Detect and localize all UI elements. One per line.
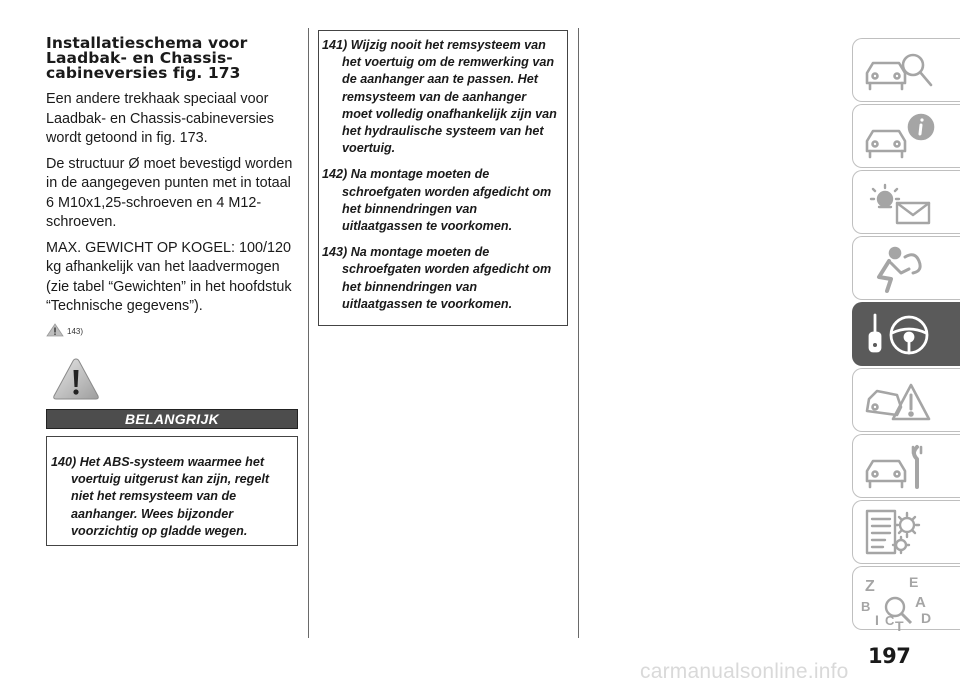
warning-lights-message-icon — [861, 177, 941, 229]
car-wrench-icon — [861, 441, 941, 493]
tab-alphabetical-index[interactable] — [852, 566, 960, 633]
seat-airbag-icon — [861, 243, 941, 295]
key-steering-wheel-icon — [861, 309, 941, 361]
warning-reference[interactable] — [46, 323, 298, 337]
tab-car-breakdown[interactable] — [852, 368, 960, 432]
svg-text:D: D — [921, 610, 932, 626]
column-divider-1 — [308, 28, 309, 638]
car-breakdown-warning-icon — [861, 375, 941, 427]
important-box — [46, 436, 298, 546]
svg-text:I: I — [875, 612, 879, 628]
alphabetical-index-icon — [861, 573, 941, 633]
page-number: 197 — [868, 644, 911, 668]
tab-car-info[interactable] — [852, 104, 960, 168]
notes-box — [318, 30, 568, 326]
tab-key-steering[interactable] — [852, 302, 960, 366]
tab-car-wrench[interactable] — [852, 434, 960, 498]
watermark: carmanualsonline.info — [640, 660, 849, 683]
svg-text:E: E — [909, 574, 919, 590]
tab-warning-lights[interactable] — [852, 170, 960, 234]
small-warning-icon — [46, 323, 64, 337]
note-140: 140) Het ABS-systeem waarmee het voertuig uitgerust kan zijn, regelt niet het remsysteem van de aanhanger. Wees bijzonder voorzichtig op gladde wegen. — [51, 455, 270, 538]
svg-text:C: C — [885, 613, 895, 628]
warning-triangle-icon — [52, 357, 100, 401]
paragraph-2: De structuur Ø moet bevestigd worden in de aangegeven punten met in totaal 6 M10x1,25-schroeven en 4 M12- schroeven. — [46, 155, 293, 230]
svg-text:A: A — [915, 594, 926, 611]
svg-text:Z: Z — [865, 578, 875, 595]
note-143: 143) Na montage moeten de schroefgaten worden afgedicht om het binnendringen van uitlaatgassen te voorkomen. — [322, 245, 552, 311]
tab-specifications[interactable] — [852, 500, 960, 564]
important-heading: BELANGRIJK — [46, 409, 298, 429]
paragraph-3: MAX. GEWICHT OP KOGEL: 100/120 kg afhankelijk van het laadvermogen (zie tabel “Gewichten” in het hoofdstuk “Technische gegevens”). — [46, 239, 292, 314]
warning-ref-number: 143) — [67, 326, 84, 336]
tab-car-magnifier[interactable] — [852, 38, 960, 102]
car-magnifier-icon — [861, 45, 941, 97]
svg-text:B: B — [861, 599, 871, 614]
note-142: 142) Na montage moeten de schroefgaten worden afgedicht om het binnendringen van uitlaatgassen te voorkomen. — [322, 167, 552, 234]
specifications-gears-icon — [861, 507, 941, 559]
section-title: Installatieschema voor Laadbak- en Chassis- cabineversies fig. 173 — [46, 34, 248, 82]
paragraph-1: Een andere trekhaak speciaal voor Laadbak- en Chassis-cabineversies wordt getoond in fig. 173. — [46, 91, 274, 146]
note-141: 141) Wijzig nooit het remsysteem van het voertuig om de remwerking van de aanhanger aan te passen. Het remsysteem van de aanhanger moet volledig onafhankelijk zijn van het hydraulische systeem van het voertuig. — [322, 38, 557, 156]
left-column — [46, 36, 298, 337]
column-divider-2 — [578, 28, 579, 638]
svg-text:T: T — [895, 618, 904, 633]
tab-seat-airbag[interactable] — [852, 236, 960, 300]
car-info-icon — [861, 111, 941, 163]
